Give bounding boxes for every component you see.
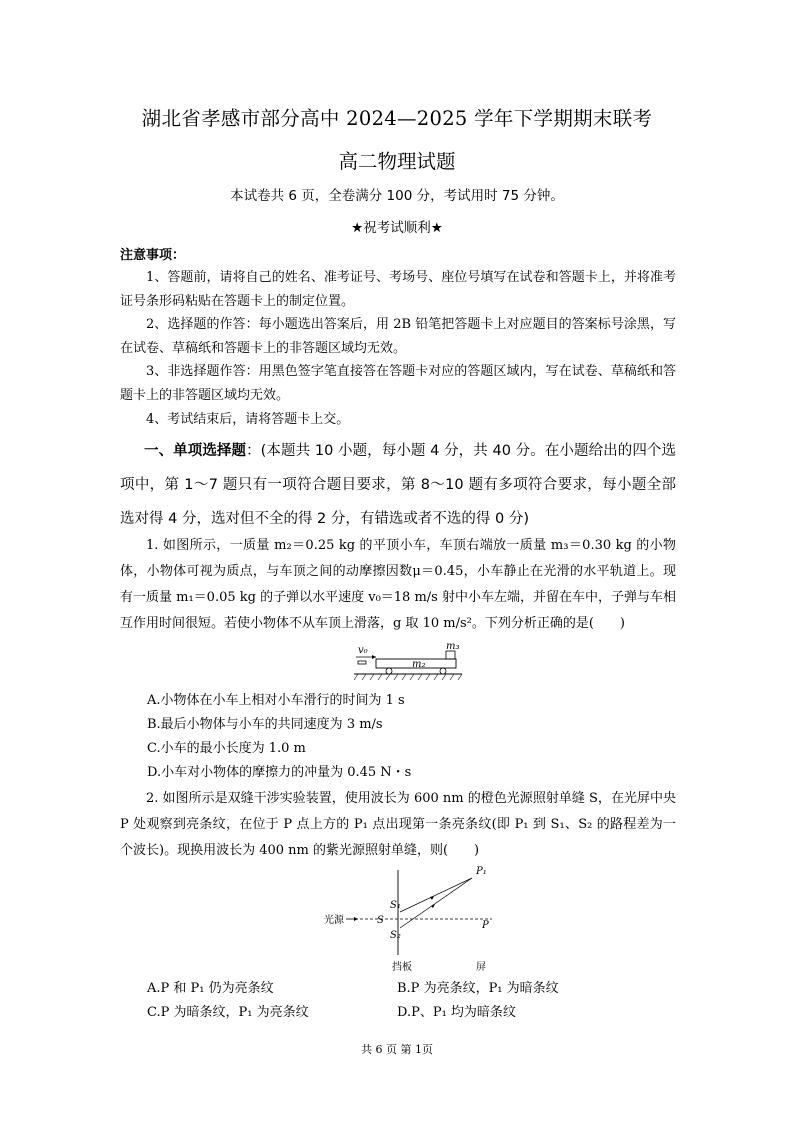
figure-label-m2: m₂	[412, 659, 426, 670]
figure-label-source: 光源	[324, 915, 344, 926]
question-2-stem: 2. 如图所示是双缝干涉实验装置，使用波长为 600 nm 的橙色光源照射单缝 S，在光屏中央 P 处观察到亮条纹，在位于 P 点上方的 P₁ 点出现第一条亮条纹(即 P₁ 到 S₁、S₂ 的路程差为一个波长)。现换用波长为 400 nm 的紫光源照射单缝，则( )	[120, 791, 676, 858]
ray-arrow-icon	[431, 904, 435, 908]
figure-label-p1: P₁	[476, 866, 487, 877]
notice-heading: 注意事项：	[120, 248, 186, 263]
cart-wheel-left	[386, 668, 392, 674]
question-1-option-b: B.最后小物体与小车的共同速度为 3 m/s	[147, 717, 383, 732]
figure-label-p: P	[482, 920, 489, 931]
notice-item-3: 3、非选择题作答：用黑色签字笔直接答在答题卡对应的答题区域内，写在试卷、草稿纸和答题卡上的非答题区域均无效。	[120, 364, 676, 403]
exam-title: 湖北省孝感市部分高中 2024—2025 学年下学期期末联考	[141, 107, 653, 130]
figure-label-m3: m₃	[446, 642, 460, 652]
arrow-head-icon	[372, 655, 376, 659]
figure-label-s1: S₁	[390, 900, 401, 911]
figure-label-barrier: 挡板	[392, 962, 412, 973]
ray-s1-p1	[400, 878, 472, 912]
question-1-option-a: A.小物体在小车上相对小车滑行的时间为 1 s	[147, 693, 405, 708]
page-footer: 共 6 页 第 1页	[361, 1043, 433, 1056]
figure-label-screen: 屏	[476, 962, 486, 973]
notice-item-4: 4、考试结束后，请将答题卡上交。	[146, 412, 350, 427]
track-hatching	[354, 674, 462, 680]
section-1-text: ：(本题共 10 小题，每小题 4 分，共 40 分。在小题给出的四个选项中，第 1～7 题只有一项符合题目要求，第 8～10 题有多项符合要求，每小题全部选对得 4 分，选对但不全的得 2 分，有错选或者不选的得 0 分)	[120, 443, 677, 527]
question-1-option-c: C.小车的最小长度为 1.0 m	[147, 741, 306, 756]
question-1-stem: 1. 如图所示，一质量 m₂＝0.25 kg 的平顶小车，车顶右端放一质量 m₃＝0.30 kg 的小物体，小物体可视为质点，与车顶之间的动摩擦因数μ＝0.45，小车静止在光滑的水平轨道上。现有一质量 m₁＝0.05 kg 的子弹以水平速度 v₀＝18 m/s 射中小车左端，并留在车中，子弹与车相互作用时间很短。若使小物体不从车顶上滑落，g 取 10 m/s²。下列分析正确的是( )	[120, 538, 676, 631]
question-1-option-d: D.小车对小物体的摩擦力的冲量为 0.45 N・s	[147, 765, 412, 780]
question-2-option-d: D.P、P₁ 均为暗条纹	[397, 1005, 516, 1020]
blessing: ★祝考试顺利★	[351, 220, 443, 236]
ray-arrow-icon	[354, 917, 358, 921]
section-1-heading: 一、单项选择题	[144, 443, 247, 459]
exam-info: 本试卷共 6 页，全卷满分 100 分，考试用时 75 分钟。	[230, 188, 564, 204]
bullet	[358, 661, 366, 664]
question-2-figure	[322, 860, 502, 975]
section-1-instructions	[120, 434, 676, 536]
ray-arrow-icon	[430, 896, 434, 900]
question-2-option-b: B.P 为亮条纹，P₁ 为暗条纹	[397, 981, 559, 996]
question-2-option-c: C.P 为暗条纹，P₁ 为亮条纹	[147, 1005, 309, 1020]
question-2-option-a: A.P 和 P₁ 仍为亮条纹	[147, 981, 274, 996]
cart-wheel-right	[440, 668, 446, 674]
question-1-figure	[352, 642, 464, 684]
exam-subtitle: 高二物理试题	[338, 150, 456, 173]
figure-label-v0: v₀	[358, 645, 368, 656]
ray-s2-p1	[400, 878, 472, 928]
figure-label-s2: S₂	[390, 930, 401, 941]
notice-item-1: 1、答题前，请将自己的姓名、准考证号、考场号、座位号填写在试卷和答题卡上，并将准考证号条形码粘贴在答题卡上的制定位置。	[120, 270, 676, 309]
notice-item-2: 2、选择题的作答：每小题选出答案后，用 2B 铅笔把答题卡上对应题目的答案标号涂黑，写在试卷、草稿纸和答题卡上的非答题区域均无效。	[120, 317, 676, 356]
small-block	[446, 651, 455, 659]
figure-label-s: S	[377, 915, 384, 926]
